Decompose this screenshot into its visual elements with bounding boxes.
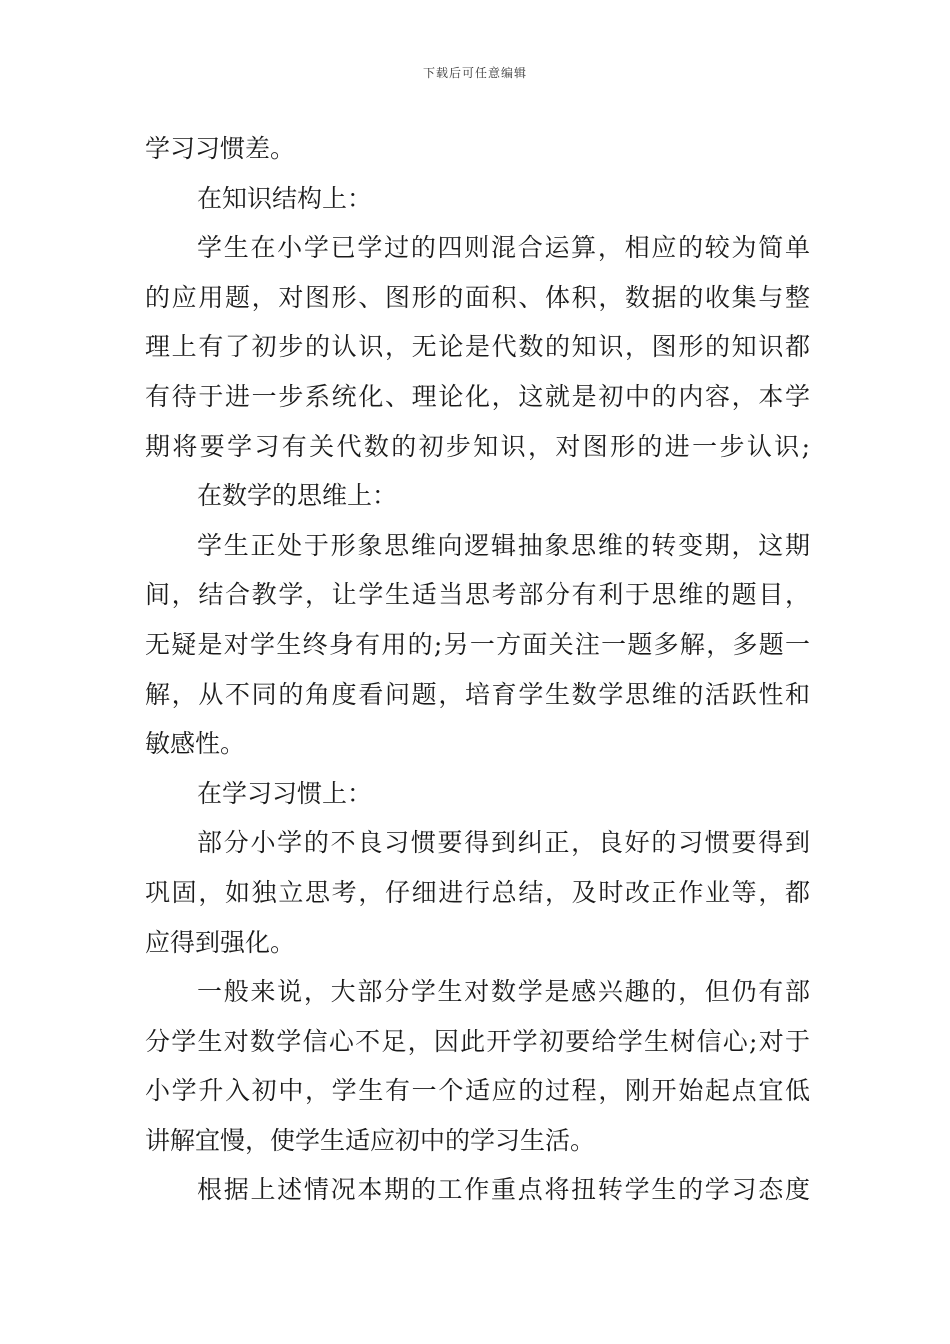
text-line: 部分小学的不良习惯要得到纠正，良好的习惯要得到: [197, 828, 810, 858]
text-line: 学习习惯差。: [145, 134, 296, 163]
text-line: 应得到强化。: [145, 927, 296, 957]
text-line: 理上有了初步的认识，无论是代数的知识，图形的知识都: [145, 332, 810, 362]
text-line: 分学生对数学信心不足，因此开学初要给学生树信心;对于: [145, 1026, 810, 1056]
text-line: 期将要学习有关代数的初步知识，对图形的进一步认识;: [145, 431, 810, 461]
text-line: 根据上述情况本期的工作重点将扭转学生的学习态度: [197, 1175, 810, 1205]
text-line: 的应用题，对图形、图形的面积、体积，数据的收集与整: [145, 282, 810, 312]
text-line: 无疑是对学生终身有用的;另一方面关注一题多解，多题一: [145, 629, 810, 659]
text-line: 巩固，如独立思考，仔细进行总结，及时改正作业等，都: [145, 877, 810, 907]
text-line: 学生在小学已学过的四则混合运算，相应的较为简单: [197, 233, 810, 263]
section-heading: 在学习习惯上：: [197, 778, 373, 808]
text-line: 学生正处于形象思维向逻辑抽象思维的转变期，这期: [197, 530, 810, 560]
section-heading: 在知识结构上：: [197, 183, 373, 213]
text-line: 讲解宜慢，使学生适应初中的学习生活。: [145, 1125, 596, 1155]
page-header: 下载后可任意编辑: [422, 66, 527, 80]
text-line: 一般来说，大部分学生对数学是感兴趣的，但仍有部: [197, 977, 810, 1007]
text-line: 有待于进一步系统化、理论化，这就是初中的内容，本学: [145, 381, 810, 411]
text-line: 小学升入初中，学生有一个适应的过程，刚开始起点宜低: [145, 1076, 810, 1106]
text-line: 间，结合教学，让学生适当思考部分有利于思维的题目，: [145, 580, 810, 610]
document-body: [145, 124, 810, 1215]
text-line: 解，从不同的角度看问题，培育学生数学思维的活跃性和: [145, 679, 810, 709]
text-line: 敏感性。: [145, 729, 246, 759]
section-heading: 在数学的思维上：: [197, 481, 398, 511]
